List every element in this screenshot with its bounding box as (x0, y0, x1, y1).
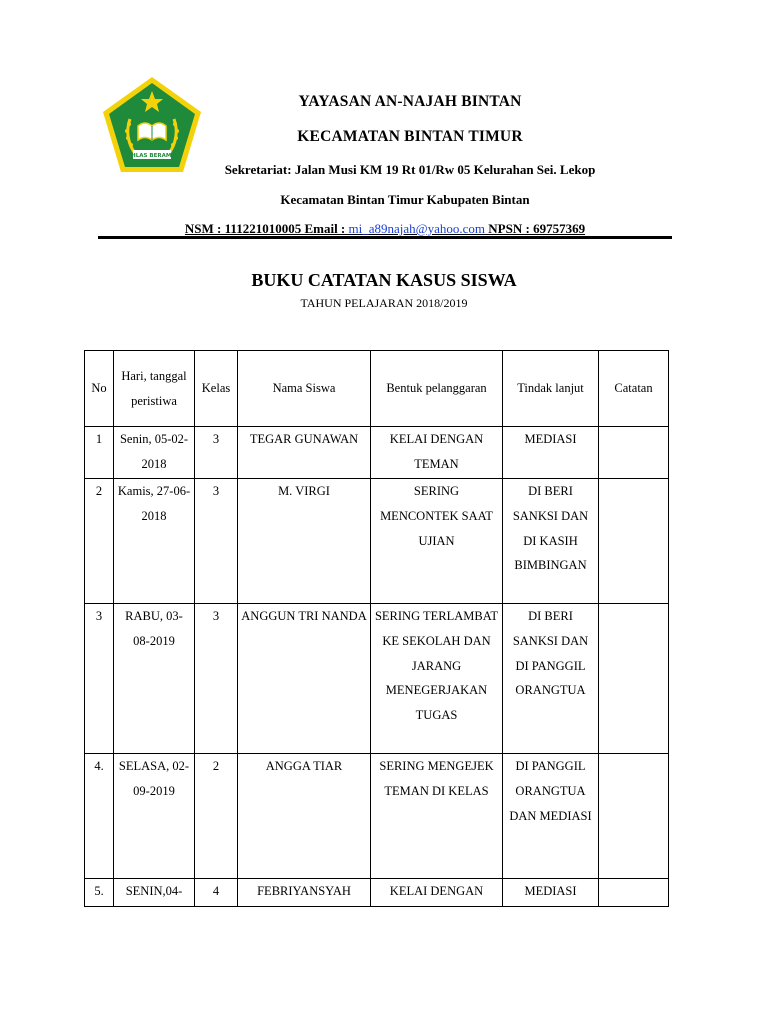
cell-follow-up: DI BERI SANKSI DAN DI PANGGIL ORANGTUA (503, 604, 599, 754)
cell-class: 2 (195, 754, 238, 879)
case-table (84, 350, 669, 907)
cell-date: Kamis, 27-06-2018 (114, 479, 195, 604)
contact-line (130, 221, 640, 237)
cell-violation: SERING MENCONTEK SAAT UJIAN (371, 479, 503, 604)
cell-date: SENIN,04- (114, 879, 195, 907)
col-header-no: No (85, 351, 114, 427)
cell-notes (599, 754, 669, 879)
cell-follow-up: DI BERI SANKSI DAN DI KASIH BIMBINGAN (503, 479, 599, 604)
npsn-label: NPSN : 69757369 (485, 221, 586, 236)
col-header-follow-up: Tindak lanjut (503, 351, 599, 427)
col-header-violation: Bentuk pelanggaran (371, 351, 503, 427)
org-name: YAYASAN AN-NAJAH BINTAN (298, 93, 522, 110)
col-header-notes: Catatan (599, 351, 669, 427)
cell-date: RABU, 03-08-2019 (114, 604, 195, 754)
regency-line: Kecamatan Bintan Timur Kabupaten Bintan (280, 192, 530, 207)
nsm-label: NSM : 111221010005 Email : (184, 221, 349, 236)
cell-no: 3 (85, 604, 114, 754)
cell-notes (599, 604, 669, 754)
address-line: Sekretariat: Jalan Musi KM 19 Rt 01/Rw 05 Kelurahan Sei. Lekop (224, 162, 596, 177)
cell-date: SELASA, 02-09-2019 (114, 754, 195, 879)
svg-text:IKHLAS BERAMAL: IKHLAS BERAMAL (124, 153, 180, 159)
cell-date: Senin, 05-02-2018 (114, 427, 195, 479)
table-header-row (85, 351, 669, 427)
cell-notes (599, 427, 669, 479)
cell-no: 2 (85, 479, 114, 604)
col-header-date: Hari, tanggal peristiwa (114, 351, 195, 427)
cell-violation: KELAI DENGAN (371, 879, 503, 907)
document-title: BUKU CATATAN KASUS SISWA (251, 270, 517, 290)
col-header-class: Kelas (195, 351, 238, 427)
table-row (85, 754, 669, 879)
cell-violation: SERING MENGEJEK TEMAN DI KELAS (371, 754, 503, 879)
cell-notes (599, 879, 669, 907)
cell-violation: KELAI DENGAN TEMAN (371, 427, 503, 479)
cell-notes (599, 479, 669, 604)
cell-violation: SERING TERLAMBAT KE SEKOLAH DAN JARANG MENEGERJAKAN TUGAS (371, 604, 503, 754)
cell-name: ANGGA TIAR (238, 754, 371, 879)
cell-class: 3 (195, 479, 238, 604)
document-subtitle: TAHUN PELAJARAN 2018/2019 (300, 296, 468, 310)
cell-follow-up: MEDIASI (503, 879, 599, 907)
table-row (85, 879, 669, 907)
cell-no: 1 (85, 427, 114, 479)
table-row (85, 427, 669, 479)
cell-class: 4 (195, 879, 238, 907)
cell-name: TEGAR GUNAWAN (238, 427, 371, 479)
cell-follow-up: DI PANGGIL ORANGTUA DAN MEDIASI (503, 754, 599, 879)
cell-class: 3 (195, 604, 238, 754)
cell-name: ANGGUN TRI NANDA (238, 604, 371, 754)
cell-name: FEBRIYANSYAH (238, 879, 371, 907)
table-row (85, 479, 669, 604)
ministry-emblem-logo (100, 74, 204, 176)
cell-no: 4. (85, 754, 114, 879)
cell-class: 3 (195, 427, 238, 479)
district-name: KECAMATAN BINTAN TIMUR (297, 128, 523, 145)
col-header-name: Nama Siswa (238, 351, 371, 427)
cell-no: 5. (85, 879, 114, 907)
header-divider (98, 236, 672, 239)
table-row (85, 604, 669, 754)
cell-follow-up: MEDIASI (503, 427, 599, 479)
cell-name: M. VIRGI (238, 479, 371, 604)
email-link[interactable]: mi_a89najah@yahoo.com (348, 221, 486, 236)
